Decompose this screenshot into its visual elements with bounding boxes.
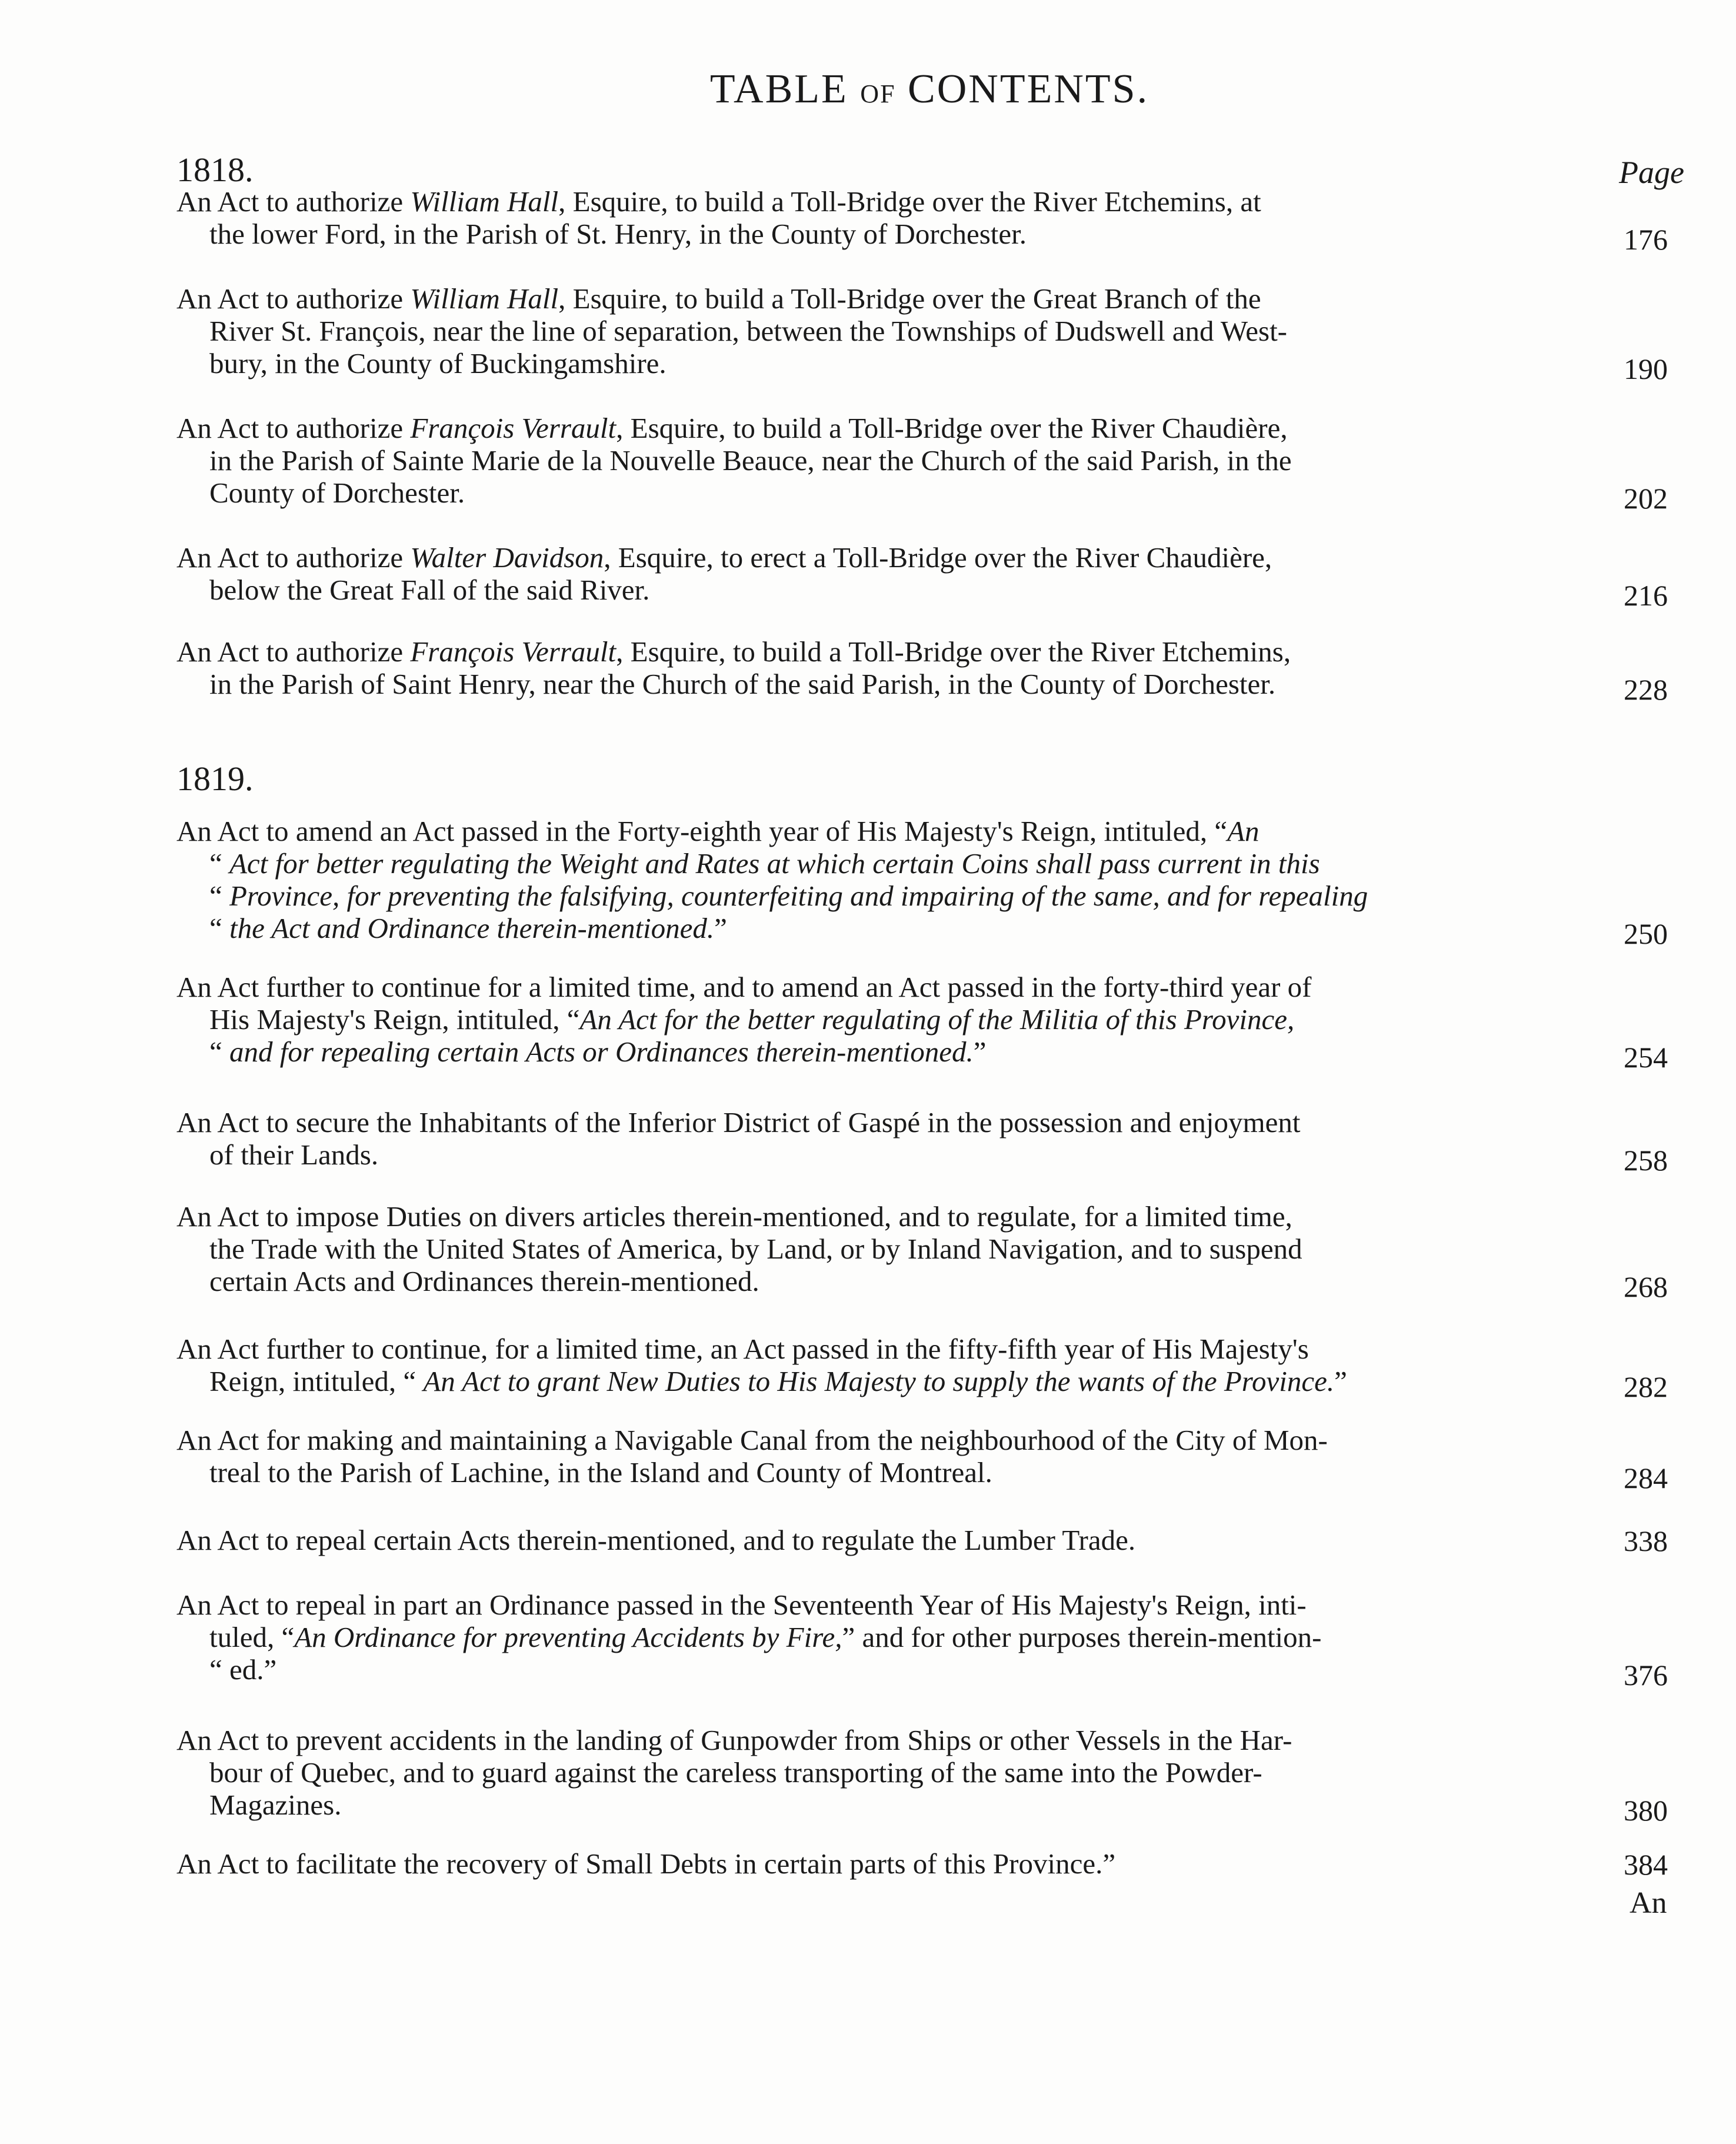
page-number: 216 bbox=[1624, 579, 1668, 612]
toc-entry bbox=[176, 1424, 1606, 1489]
page-number: 282 bbox=[1624, 1370, 1668, 1403]
page-number: 254 bbox=[1624, 1041, 1668, 1074]
entry-line: An Act further to continue for a limited time, and to amend an Act passed in the forty-third year of bbox=[176, 971, 1312, 1003]
entry-line: An Act to repeal in part an Ordinance passed in the Seventeenth Year of His Majesty's Reign, inti- bbox=[176, 1589, 1307, 1621]
entry-line: in the Parish of Saint Henry, near the Church of the said Parish, in the County of Dorchester. bbox=[209, 668, 1276, 700]
year-heading: 1819. bbox=[176, 760, 254, 798]
entry-line: tuled, “An Ordinance for preventing Accidents by Fire,” and for other purposes therein-mention- bbox=[209, 1621, 1322, 1653]
entry-line: An Act to facilitate the recovery of Small Debts in certain parts of this Province.” bbox=[176, 1847, 1116, 1880]
entry-line: treal to the Parish of Lachine, in the Island and County of Montreal. bbox=[209, 1456, 992, 1489]
toc-entry bbox=[176, 1106, 1606, 1171]
toc-entry bbox=[176, 971, 1606, 1068]
entry-line: County of Dorchester. bbox=[209, 477, 465, 509]
page-number: 376 bbox=[1624, 1659, 1668, 1692]
entry-line: An Act to repeal certain Acts therein-mentioned, and to regulate the Lumber Trade. bbox=[176, 1524, 1136, 1556]
catchword: An bbox=[1630, 1886, 1667, 1920]
entry-line: His Majesty's Reign, intituled, “An Act for the better regulating of the Militia of this Province, bbox=[209, 1003, 1295, 1036]
entry-line: “ ed.” bbox=[209, 1653, 277, 1686]
title-part2: CONTENTS. bbox=[908, 66, 1149, 112]
entry-line: An Act to authorize William Hall, Esquire, to build a Toll-Bridge over the River Etchemins, at bbox=[176, 185, 1261, 218]
page-number: 380 bbox=[1624, 1794, 1668, 1827]
toc-entry bbox=[176, 1524, 1606, 1556]
page-number: 268 bbox=[1624, 1270, 1668, 1303]
page-number: 384 bbox=[1624, 1848, 1668, 1881]
toc-entry bbox=[176, 541, 1606, 606]
entry-line: An Act to amend an Act passed in the Forty-eighth year of His Majesty's Reign, intituled, “An bbox=[176, 815, 1259, 847]
toc-entry bbox=[176, 1200, 1606, 1297]
entry-line: in the Parish of Sainte Marie de la Nouvelle Beauce, near the Church of the said Parish, in the bbox=[209, 444, 1292, 477]
year-heading: 1818. bbox=[176, 151, 254, 189]
entry-line: An Act further to continue, for a limited time, an Act passed in the fifty-fifth year of His Majesty's bbox=[176, 1333, 1309, 1365]
entry-line: of their Lands. bbox=[209, 1138, 379, 1171]
entry-line: An Act to authorize William Hall, Esquire, to build a Toll-Bridge over the Great Branch of the bbox=[176, 282, 1261, 315]
title-part1: TABLE bbox=[709, 66, 848, 112]
entry-line: Reign, intituled, “ An Act to grant New Duties to His Majesty to supply the wants of the Province.” bbox=[209, 1365, 1347, 1397]
entry-line: An Act to authorize François Verrault, Esquire, to build a Toll-Bridge over the River Chaudière, bbox=[176, 412, 1288, 444]
page-number: 202 bbox=[1624, 482, 1668, 515]
entry-line: An Act to prevent accidents in the landing of Gunpowder from Ships or other Vessels in the Har- bbox=[176, 1724, 1292, 1756]
entry-line: An Act to authorize François Verrault, Esquire, to build a Toll-Bridge over the River Etchemins, bbox=[176, 635, 1291, 668]
page-number: 338 bbox=[1624, 1524, 1668, 1557]
toc-entry bbox=[176, 282, 1606, 379]
title-of: OF bbox=[860, 79, 896, 108]
page-number: 176 bbox=[1624, 223, 1668, 256]
entry-line: Magazines. bbox=[209, 1789, 342, 1821]
entry-line: An Act for making and maintaining a Navigable Canal from the neighbourhood of the City of Mon- bbox=[176, 1424, 1328, 1456]
entry-line: An Act to secure the Inhabitants of the Inferior District of Gaspé in the possession and enjoyment bbox=[176, 1106, 1301, 1138]
page-number: 250 bbox=[1624, 917, 1668, 950]
page-number: 284 bbox=[1624, 1461, 1668, 1494]
entry-line: certain Acts and Ordinances therein-mentioned. bbox=[209, 1265, 759, 1297]
entry-line: bury, in the County of Buckingamshire. bbox=[209, 347, 667, 379]
entry-line: the Trade with the United States of America, by Land, or by Inland Navigation, and to suspend bbox=[209, 1233, 1302, 1265]
entry-line: An Act to impose Duties on divers articles therein-mentioned, and to regulate, for a limited time, bbox=[176, 1200, 1292, 1233]
toc-entry bbox=[176, 1589, 1606, 1686]
page-number: 258 bbox=[1624, 1144, 1668, 1177]
toc-entry bbox=[176, 412, 1606, 509]
entry-line: bour of Quebec, and to guard against the careless transporting of the same into the Powder- bbox=[209, 1756, 1262, 1789]
entry-line: River St. François, near the line of separation, between the Townships of Dudswell and West- bbox=[209, 315, 1287, 347]
toc-entry bbox=[176, 185, 1606, 250]
page-number: 190 bbox=[1624, 352, 1668, 385]
entry-line: “ Act for better regulating the Weight and Rates at which certain Coins shall pass current in this bbox=[209, 847, 1320, 880]
entry-line: An Act to authorize Walter Davidson, Esquire, to erect a Toll-Bridge over the River Chaudière, bbox=[176, 541, 1272, 574]
toc-entry bbox=[176, 635, 1606, 700]
page-number: 228 bbox=[1624, 673, 1668, 706]
page-column-label: Page bbox=[1619, 155, 1684, 190]
toc-entry bbox=[176, 1724, 1606, 1821]
entry-line: the lower Ford, in the Parish of St. Henry, in the County of Dorchester. bbox=[209, 218, 1027, 250]
entry-line: “ the Act and Ordinance therein-mentioned.” bbox=[209, 912, 727, 944]
toc-entry bbox=[176, 1847, 1606, 1880]
toc-entry bbox=[176, 815, 1606, 944]
entry-line: “ Province, for preventing the falsifying, counterfeiting and impairing of the same, and for repealing bbox=[209, 880, 1368, 912]
entry-line: below the Great Fall of the said River. bbox=[209, 574, 650, 606]
entry-line: “ and for repealing certain Acts or Ordinances therein-mentioned.” bbox=[209, 1036, 987, 1068]
toc-entry bbox=[176, 1333, 1606, 1397]
